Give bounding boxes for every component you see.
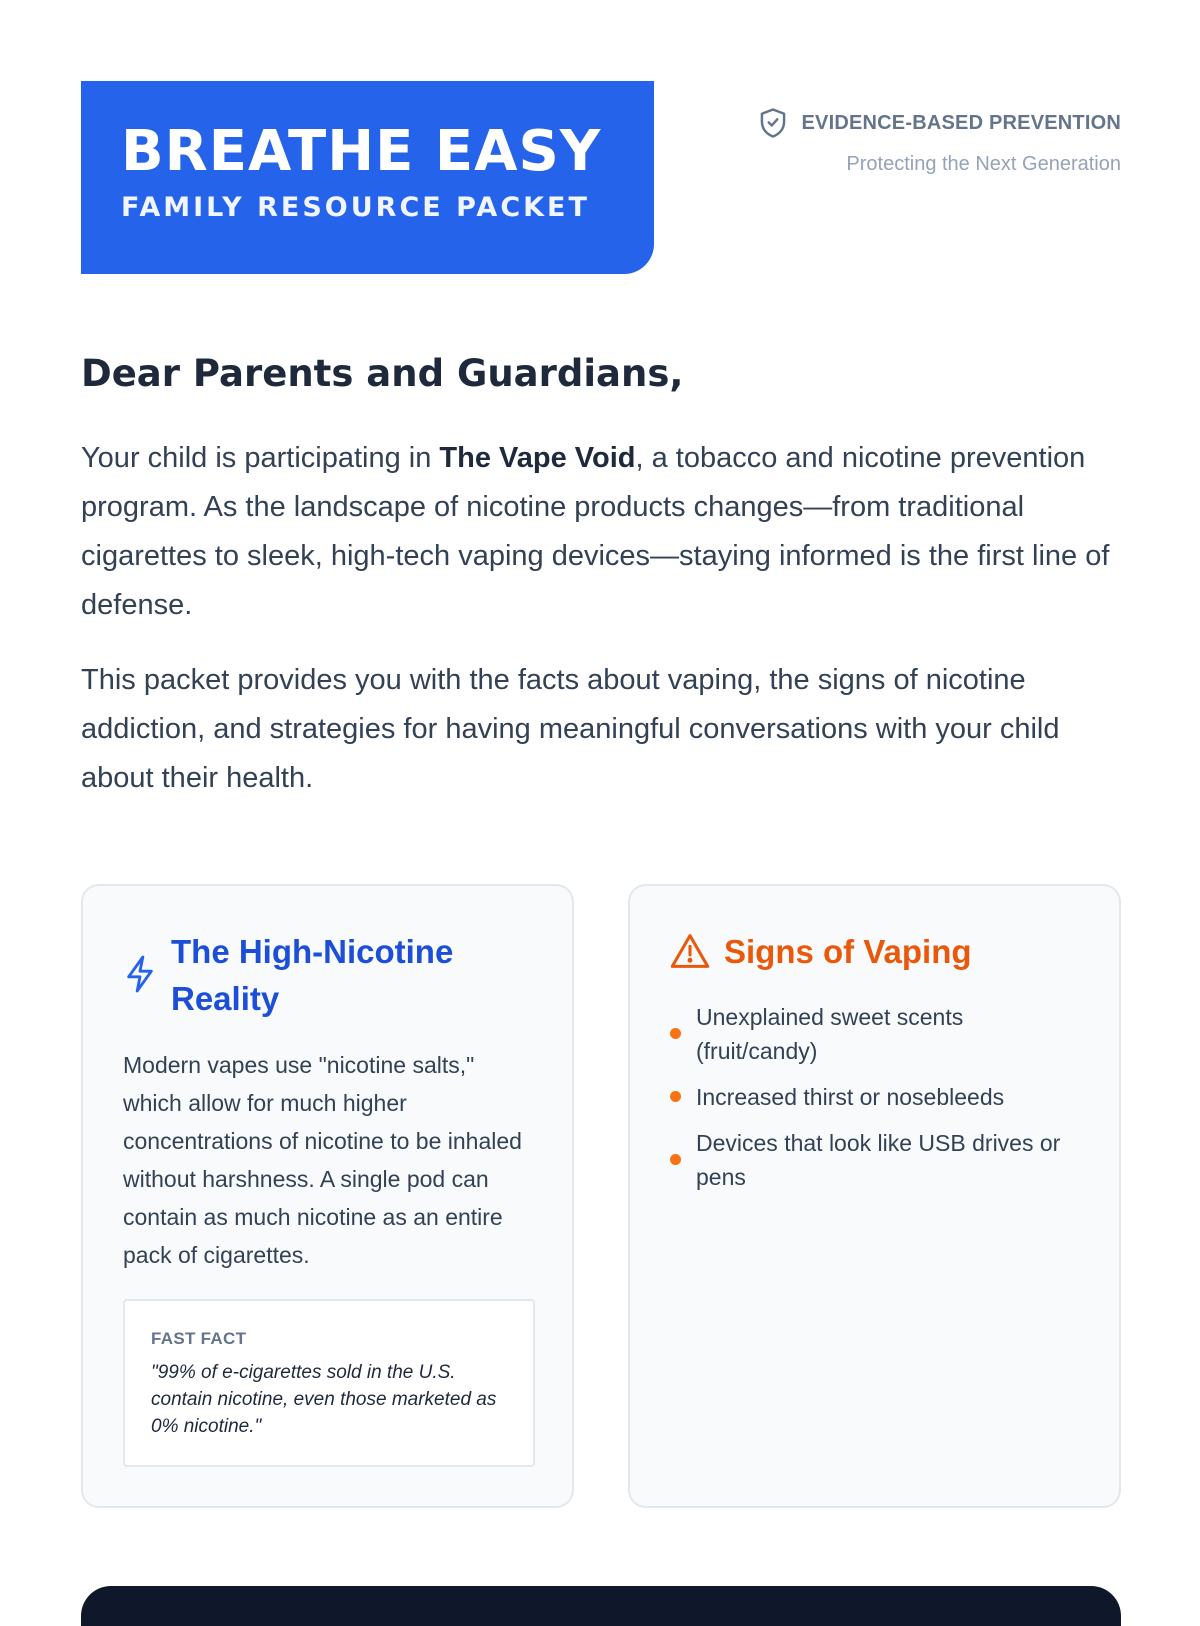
lightning-bolt-icon: [123, 954, 157, 994]
banner-subtitle: FAMILY RESOURCE PACKET: [121, 192, 590, 223]
bullet-dot-icon: [670, 1028, 681, 1039]
intro-paragraph: [81, 434, 1121, 630]
shield-check-icon: [758, 107, 788, 139]
intro-text-start: Your child is participating in: [81, 442, 440, 474]
fast-fact-label: FAST FACT: [151, 1329, 247, 1348]
header-banner: [81, 81, 654, 274]
sign-text: Devices that look like USB drives or pens: [696, 1130, 1061, 1190]
fast-fact-text: "99% of e-cigarettes sold in the U.S. contain nicotine, even those marketed as 0% nicotine.": [151, 1362, 497, 1437]
warning-triangle-icon: [670, 932, 710, 970]
nicotine-reality-card: [81, 884, 574, 1508]
list-item: [670, 1126, 1090, 1194]
prevention-badge: [758, 107, 1122, 176]
signs-list: [670, 1000, 1090, 1206]
bullet-dot-icon: [670, 1154, 681, 1165]
signs-card-title: Signs of Vaping: [724, 933, 972, 970]
nicotine-card-title: The High-Nicotine Reality: [171, 933, 454, 1017]
packet-paragraph: This packet provides you with the facts about vaping, the signs of nicotine addiction, and strategies for having meaningful conversations with your child about their health.: [81, 664, 1060, 794]
intro-text-end: , a tobacco and nicotine prevention program. As the landscape of nicotine products changes—from traditional cigarettes to sleek, high-tech vaping devices—staying informed is the first line of defense.: [81, 442, 1110, 621]
badge-subtitle: Protecting the Next Generation: [846, 153, 1121, 175]
program-name: The Vape Void: [439, 442, 636, 474]
sign-text: Increased thirst or nosebleeds: [696, 1084, 1005, 1110]
sign-text: Unexplained sweet scents (fruit/candy): [696, 1004, 964, 1064]
badge-title: EVIDENCE-BASED PREVENTION: [801, 111, 1121, 134]
letter-greeting: Dear Parents and Guardians,: [81, 352, 684, 395]
bullet-dot-icon: [670, 1091, 681, 1102]
nicotine-card-body: Modern vapes use "nicotine salts," which allow for much higher concentrations of nicotine to be inhaled without harshness. A single pod can contain as much nicotine as an entire pack of cigarettes.: [123, 1052, 522, 1268]
banner-title: BREATHE EASY: [121, 119, 602, 184]
list-item: [670, 1080, 1090, 1114]
fast-fact-box: [123, 1299, 535, 1467]
signs-of-vaping-card: [628, 884, 1121, 1508]
list-item: [670, 1000, 1090, 1068]
footer-section: [81, 1586, 1121, 1626]
